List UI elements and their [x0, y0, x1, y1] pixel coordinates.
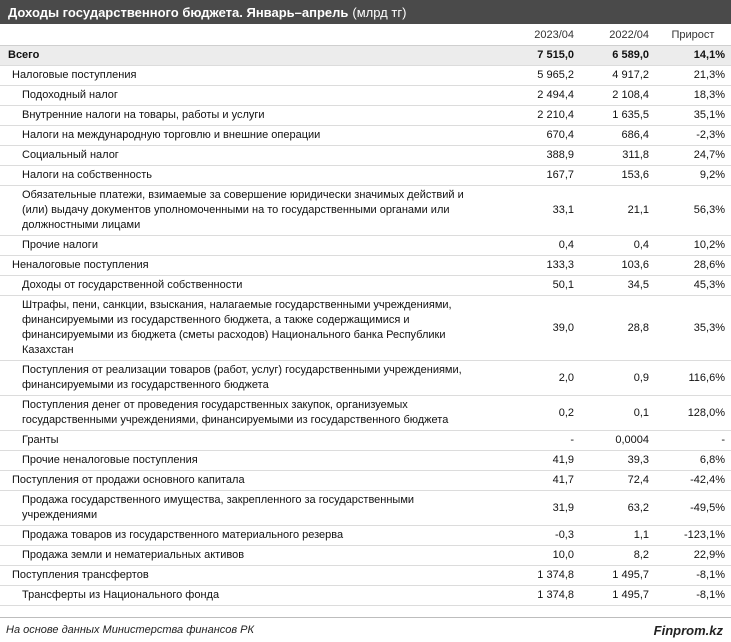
growth-value: 22,9% — [655, 546, 731, 566]
value-2022: 39,3 — [580, 451, 655, 471]
row-label: Поступления от реализации товаров (работ, услуг) государственными учреждениями, финансируемыми из государственного бюджета — [0, 361, 485, 396]
value-2023: 0,2 — [485, 396, 580, 431]
growth-value: -123,1% — [655, 526, 731, 546]
brand-logo-text: Finprom.kz — [653, 622, 723, 638]
table-row — [0, 166, 731, 186]
value-2022: 1 495,7 — [580, 566, 655, 586]
value-2023: 1 374,8 — [485, 586, 580, 606]
growth-value: 116,6% — [655, 361, 731, 396]
table-row — [0, 126, 731, 146]
value-2023: 2 494,4 — [485, 86, 580, 106]
table-row — [0, 361, 731, 396]
growth-value: 10,2% — [655, 236, 731, 256]
table-row — [0, 296, 731, 361]
growth-value: -8,1% — [655, 586, 731, 606]
row-label: Трансферты из Национального фонда — [0, 586, 485, 606]
row-label: Поступления от продажи основного капитала — [0, 471, 485, 491]
row-label: Штрафы, пени, санкции, взыскания, налагаемые государственными учреждениями, финансируемыми из государственного бюджета, а также содержащимися и финансируемыми из бюджета (сметы расходов) Национального банка Республики Казахстан — [0, 296, 485, 361]
value-2023: 50,1 — [485, 276, 580, 296]
row-label: Доходы от государственной собственности — [0, 276, 485, 296]
value-2022: 103,6 — [580, 256, 655, 276]
value-2023: 41,9 — [485, 451, 580, 471]
growth-value: -8,1% — [655, 566, 731, 586]
growth-value: - — [655, 431, 731, 451]
value-2023: 388,9 — [485, 146, 580, 166]
growth-value: -42,4% — [655, 471, 731, 491]
table-row — [0, 431, 731, 451]
growth-value: 9,2% — [655, 166, 731, 186]
table-row — [0, 46, 731, 66]
table-row — [0, 86, 731, 106]
row-label: Прочие неналоговые поступления — [0, 451, 485, 471]
revenue-table — [0, 24, 731, 606]
value-2023: 1 374,8 — [485, 566, 580, 586]
table-row — [0, 66, 731, 86]
table-row — [0, 566, 731, 586]
value-2023: 10,0 — [485, 546, 580, 566]
row-label: Всего — [0, 46, 485, 66]
growth-value: 14,1% — [655, 46, 731, 66]
row-label: Социальный налог — [0, 146, 485, 166]
table-row — [0, 586, 731, 606]
table-row — [0, 276, 731, 296]
column-header-growth: Прирост — [655, 24, 731, 46]
growth-value: 56,3% — [655, 186, 731, 236]
value-2023: 2,0 — [485, 361, 580, 396]
value-2023: 39,0 — [485, 296, 580, 361]
table-row — [0, 256, 731, 276]
row-label: Поступления трансфертов — [0, 566, 485, 586]
row-label: Подоходный налог — [0, 86, 485, 106]
value-2023: 33,1 — [485, 186, 580, 236]
growth-value: 21,3% — [655, 66, 731, 86]
value-2023: 31,9 — [485, 491, 580, 526]
value-2023: 41,7 — [485, 471, 580, 491]
value-2022: 311,8 — [580, 146, 655, 166]
value-2023: 133,3 — [485, 256, 580, 276]
value-2023: 2 210,4 — [485, 106, 580, 126]
row-label: Продажа государственного имущества, закрепленного за государственными учреждениями — [0, 491, 485, 526]
growth-value: -2,3% — [655, 126, 731, 146]
table-row — [0, 146, 731, 166]
row-label: Продажа товаров из государственного материального резерва — [0, 526, 485, 546]
value-2022: 21,1 — [580, 186, 655, 236]
footer — [0, 617, 731, 642]
growth-value: 45,3% — [655, 276, 731, 296]
value-2022: 63,2 — [580, 491, 655, 526]
table-row — [0, 526, 731, 546]
row-label: Налоги на собственность — [0, 166, 485, 186]
value-2022: 153,6 — [580, 166, 655, 186]
growth-value: 28,6% — [655, 256, 731, 276]
value-2023: 670,4 — [485, 126, 580, 146]
value-2023: 7 515,0 — [485, 46, 580, 66]
growth-value: 18,3% — [655, 86, 731, 106]
value-2022: 1 495,7 — [580, 586, 655, 606]
row-label: Обязательные платежи, взимаемые за совершение юридически значимых действий и (или) выдачу документов уполномоченными на то государственными органами или должностными лицами — [0, 186, 485, 236]
table-row — [0, 236, 731, 256]
column-header-2022: 2022/04 — [580, 24, 655, 46]
table-row — [0, 106, 731, 126]
value-2022: 72,4 — [580, 471, 655, 491]
value-2023: -0,3 — [485, 526, 580, 546]
row-label: Неналоговые поступления — [0, 256, 485, 276]
value-2022: 0,4 — [580, 236, 655, 256]
table-row — [0, 186, 731, 236]
value-2022: 0,0004 — [580, 431, 655, 451]
unit-label: (млрд тг) — [352, 4, 407, 20]
value-2022: 4 917,2 — [580, 66, 655, 86]
column-header-2023: 2023/04 — [485, 24, 580, 46]
value-2023: - — [485, 431, 580, 451]
row-label: Налоговые поступления — [0, 66, 485, 86]
value-2022: 28,8 — [580, 296, 655, 361]
column-header-label — [0, 24, 485, 46]
row-label: Налоги на международную торговлю и внешние операции — [0, 126, 485, 146]
value-2022: 0,1 — [580, 396, 655, 431]
row-label: Внутренние налоги на товары, работы и услуги — [0, 106, 485, 126]
value-2023: 5 965,2 — [485, 66, 580, 86]
growth-value: 35,1% — [655, 106, 731, 126]
title-bar — [0, 0, 731, 24]
table-header-row — [0, 24, 731, 46]
value-2023: 167,7 — [485, 166, 580, 186]
table-body — [0, 46, 731, 606]
growth-value: 6,8% — [655, 451, 731, 471]
row-label: Прочие налоги — [0, 236, 485, 256]
value-2022: 686,4 — [580, 126, 655, 146]
value-2022: 8,2 — [580, 546, 655, 566]
table-row — [0, 451, 731, 471]
table-row — [0, 396, 731, 431]
growth-value: -49,5% — [655, 491, 731, 526]
source-note: На основе данных Министерства финансов РК — [6, 624, 254, 636]
value-2022: 1,1 — [580, 526, 655, 546]
value-2023: 0,4 — [485, 236, 580, 256]
table-row — [0, 546, 731, 566]
table-row — [0, 491, 731, 526]
value-2022: 0,9 — [580, 361, 655, 396]
value-2022: 6 589,0 — [580, 46, 655, 66]
growth-value: 128,0% — [655, 396, 731, 431]
page-title: Доходы государственного бюджета. Январь–апрель — [8, 4, 349, 20]
row-label: Гранты — [0, 431, 485, 451]
growth-value: 35,3% — [655, 296, 731, 361]
row-label: Продажа земли и нематериальных активов — [0, 546, 485, 566]
row-label: Поступления денег от проведения государственных закупок, организуемых государственными учреждениями, финансируемыми из государственного бюджета — [0, 396, 485, 431]
table-row — [0, 471, 731, 491]
growth-value: 24,7% — [655, 146, 731, 166]
value-2022: 2 108,4 — [580, 86, 655, 106]
value-2022: 1 635,5 — [580, 106, 655, 126]
value-2022: 34,5 — [580, 276, 655, 296]
